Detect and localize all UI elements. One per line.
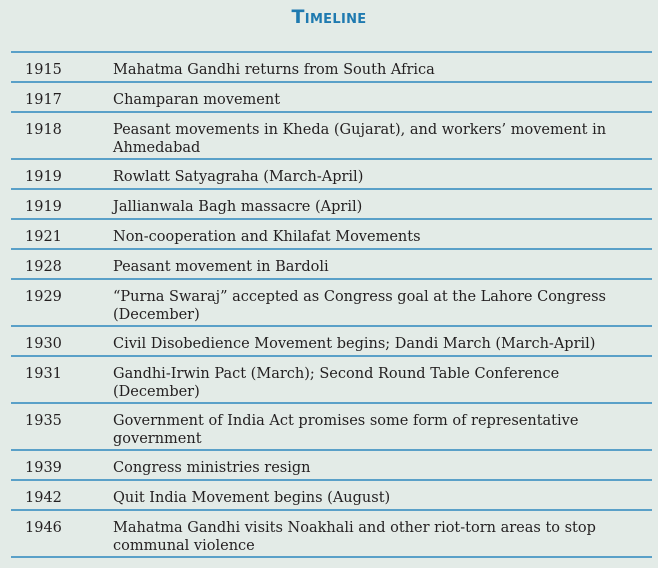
timeline-row [11,113,652,160]
timeline-year: 1928 [25,259,62,275]
timeline-year: 1931 [25,366,62,382]
timeline-row [11,357,652,404]
timeline-year: 1942 [25,490,62,506]
timeline-event: Peasant movement in Bardoli [113,259,329,275]
timeline-row [11,451,652,481]
timeline-event: Mahatma Gandhi returns from South Africa [113,62,435,78]
timeline-year: 1917 [25,92,62,108]
timeline-row [11,280,652,327]
timeline-year: 1946 [25,520,62,536]
timeline-row [11,220,652,250]
timeline-event: Jallianwala Bagh massacre (April) [113,199,363,215]
timeline-table [11,51,652,558]
timeline-year: 1921 [25,229,62,245]
timeline-row [11,327,652,357]
timeline-event: Civil Disobedience Movement begins; Dandi March (March-April) [113,336,596,352]
timeline-row [11,53,652,83]
timeline-event: Non-cooperation and Khilafat Movements [113,229,421,245]
timeline-row [11,160,652,190]
timeline-year: 1915 [25,62,62,78]
timeline-year: 1919 [25,199,62,215]
timeline-year: 1930 [25,336,62,352]
timeline-year: 1939 [25,460,62,476]
timeline-event: Gandhi-Irwin Pact (March); Second Round Table Conference (December) [113,366,560,400]
timeline-event: Quit India Movement begins (August) [113,490,391,506]
timeline-row [11,481,652,511]
timeline-event: Congress ministries resign [113,460,311,476]
timeline-row [11,190,652,220]
timeline-event: Government of India Act promises some form of representative government [113,413,579,447]
timeline-event: Peasant movements in Kheda (Gujarat), and workers’ movement in Ahmedabad [113,122,607,156]
timeline-row [11,83,652,113]
timeline-event: Champaran movement [113,92,281,108]
timeline-row [11,404,652,451]
timeline-row [11,511,652,558]
timeline-title: Timeline [291,6,367,28]
timeline-year: 1929 [25,289,62,305]
timeline-year: 1935 [25,413,62,429]
timeline-row [11,250,652,280]
timeline-event: Mahatma Gandhi visits Noakhali and other riot-torn areas to stop communal violence [113,520,596,554]
timeline-year: 1918 [25,122,62,138]
timeline-year: 1919 [25,169,62,185]
timeline-event: Rowlatt Satyagraha (March-April) [113,169,364,185]
timeline-event: “Purna Swaraj” accepted as Congress goal at the Lahore Congress (December) [113,289,606,323]
